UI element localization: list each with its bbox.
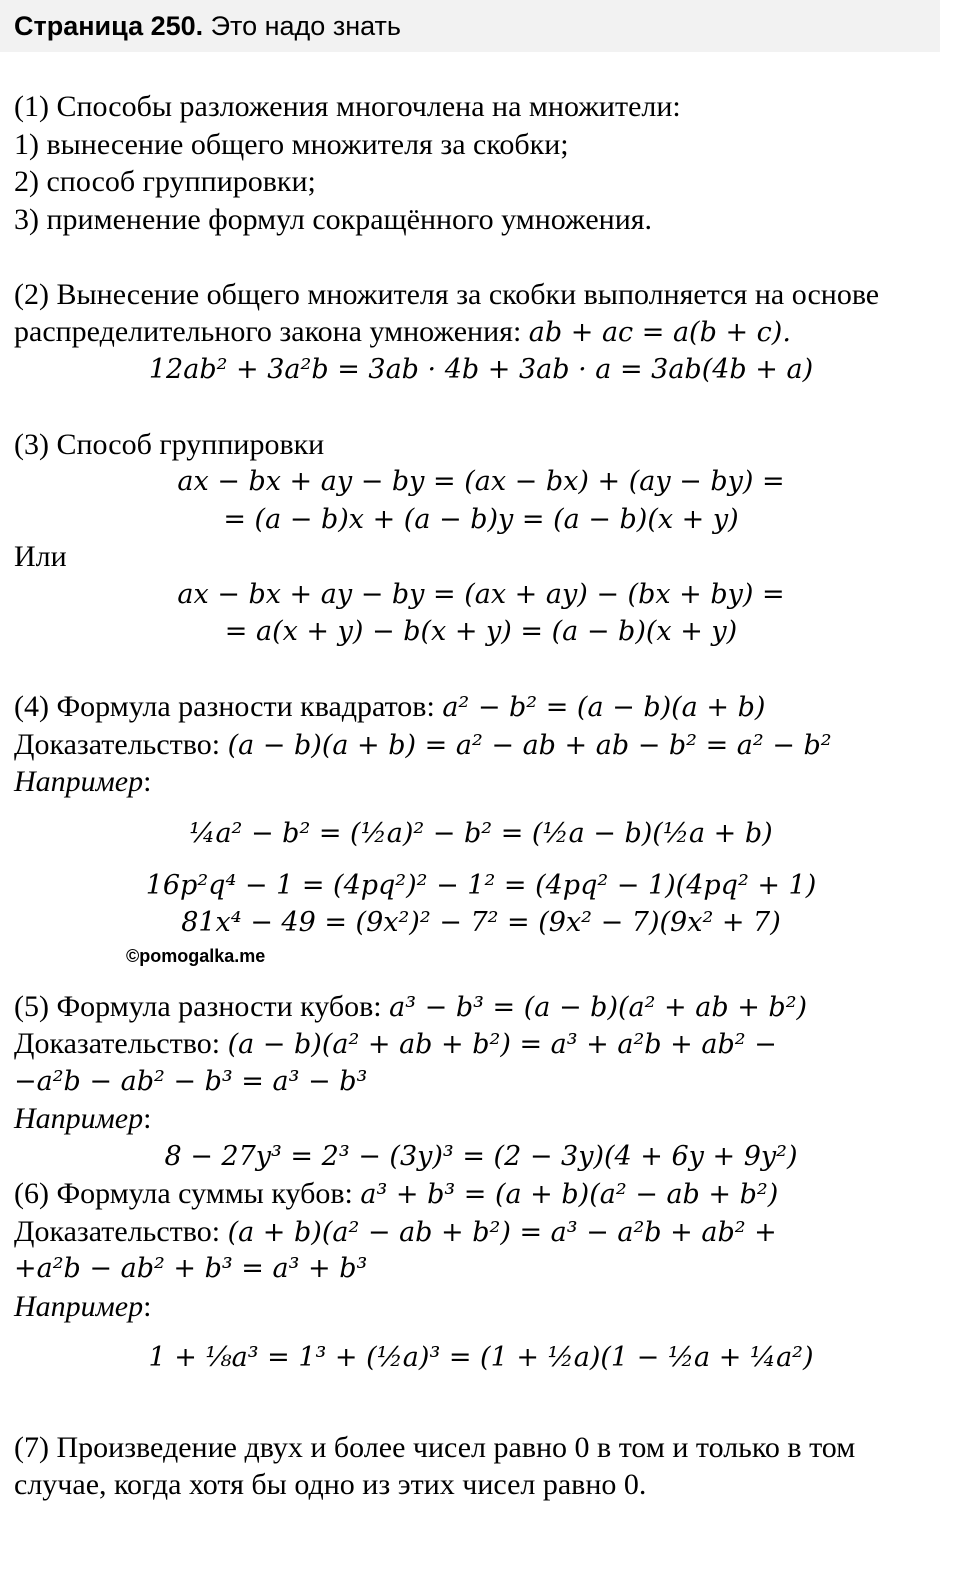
s1-item-2: 2) способ группировки; xyxy=(14,165,316,198)
s5-heading-text: (5) Формула разности кубов: xyxy=(14,989,382,1023)
s5-example: 8 − 27y³ = 2³ − (3y)³ = (2 − 3y)(4 + 6y + 9y²) xyxy=(164,1140,798,1172)
s3-eq-2: = (a − b)x + (a − b)y = (a − b)(x + y) xyxy=(223,503,739,535)
section-2 xyxy=(14,276,948,389)
s4-example-label-line: Например: xyxy=(14,765,152,798)
s4-example-label: Например xyxy=(14,765,144,798)
s4-proof xyxy=(14,726,948,764)
s3-heading: (3) Способ группировки xyxy=(14,427,325,461)
s7-line-2: случае, когда хотя бы одно из этих чисел равно 0. xyxy=(14,1468,647,1501)
s4-example-3: 81x⁴ − 49 = (9x²)² − 7² = (9x² − 7)(9x² + 7) xyxy=(181,907,781,938)
spacer xyxy=(14,651,948,689)
s1-item-3: 3) применение формул сокращённого умножения. xyxy=(14,202,653,236)
s4-heading-text: (4) Формула разности квадратов: xyxy=(14,690,435,723)
s5-example-label: Например xyxy=(14,1102,144,1135)
page-title: Это надо знать xyxy=(203,11,401,41)
s6-proof xyxy=(14,1213,948,1251)
s4-proof-formula: (a − b)(a + b) = a² − ab + ab − b² = a² − b² xyxy=(227,729,832,761)
s6-proof-label: Доказательство: xyxy=(14,1214,221,1248)
spacer xyxy=(14,238,948,276)
s4-example-1: ¼a² − b² = (½a)² − b² = (½a − b)(½a + b) xyxy=(189,817,773,849)
s6-example: 1 + ⅛a³ = 1³ + (½a)³ = (1 + ½a)(1 − ½a + ¼a²) xyxy=(148,1342,814,1373)
spacer xyxy=(14,970,948,988)
s3-eq-4: = a(x + y) − b(x + y) = (a − b)(x + y) xyxy=(224,616,738,647)
s6-formula: a³ + b³ = (a + b)(a² − ab + b²) xyxy=(360,1179,779,1210)
section-6 xyxy=(14,1175,948,1391)
s6-heading xyxy=(14,1175,948,1213)
s5-proof xyxy=(14,1025,948,1063)
section-7 xyxy=(14,1429,948,1504)
spacer xyxy=(14,1391,948,1429)
s1-item-1: 1) вынесение общего множителя за скобки; xyxy=(14,127,569,161)
section-4 xyxy=(14,688,948,970)
s4-proof-label: Доказательство: xyxy=(14,727,221,761)
s4-heading xyxy=(14,688,948,726)
s6-proof-formula-1: (a + b)(a² − ab + b²) = a³ − a²b + ab² + xyxy=(227,1216,777,1248)
s2-heading: (2) Вынесение общего множителя за скобки выполняется на основе xyxy=(14,277,880,311)
document-body xyxy=(14,88,948,1504)
s5-proof-label: Доказательство: xyxy=(14,1027,221,1060)
section-3 xyxy=(14,426,948,651)
s2-law-label: распределительного закона умножения: xyxy=(14,315,522,348)
spacer xyxy=(14,388,948,426)
s5-proof-formula-1: (a − b)(a² + ab + b²) = a³ + a²b + ab² − xyxy=(227,1029,777,1060)
s6-example-label: Например xyxy=(14,1289,144,1323)
s6-heading-text: (6) Формула суммы кубов: xyxy=(14,1177,353,1210)
page-header xyxy=(0,0,940,52)
s5-formula: a³ − b³ = (a − b)(a² + ab + b²) xyxy=(389,991,808,1023)
s2-law-line xyxy=(14,313,948,351)
s1-heading: (1) Способы разложения многочлена на множители: xyxy=(14,90,681,123)
section-1 xyxy=(14,88,948,238)
s4-formula: a² − b² = (a − b)(a + b) xyxy=(442,692,766,723)
s3-eq-1: ax − bx + ay − by = (ax − bx) + (ay − by) = xyxy=(177,466,785,497)
s7-line-1: (7) Произведение двух и более чисел равно 0 в том и только в том xyxy=(14,1430,856,1464)
section-5 xyxy=(14,988,948,1176)
s6-proof-formula-2: +a²b − ab² + b³ = a³ + b³ xyxy=(14,1253,368,1284)
watermark: ©pomogalka.me xyxy=(126,945,266,966)
s4-example-2: 16p²q⁴ − 1 = (4pq²)² − 1² = (4pq² − 1)(4pq² + 1) xyxy=(145,869,817,901)
s6-example-label-line: Например: xyxy=(14,1289,152,1323)
s5-example-label-line: Например: xyxy=(14,1102,152,1135)
s5-proof-formula-2: −a²b − ab² − b³ = a³ − b³ xyxy=(14,1065,368,1097)
s5-heading xyxy=(14,988,948,1026)
s2-example: 12ab² + 3a²b = 3ab · 4b + 3ab · a = 3ab(4b + a) xyxy=(148,353,814,385)
s2-law-formula: ab + ac = a(b + c). xyxy=(528,317,791,348)
page-number: Страница 250. xyxy=(14,11,204,41)
s3-or: Или xyxy=(14,540,67,573)
s3-eq-3: ax − bx + ay − by = (ax + ay) − (bx + by) = xyxy=(177,578,785,610)
